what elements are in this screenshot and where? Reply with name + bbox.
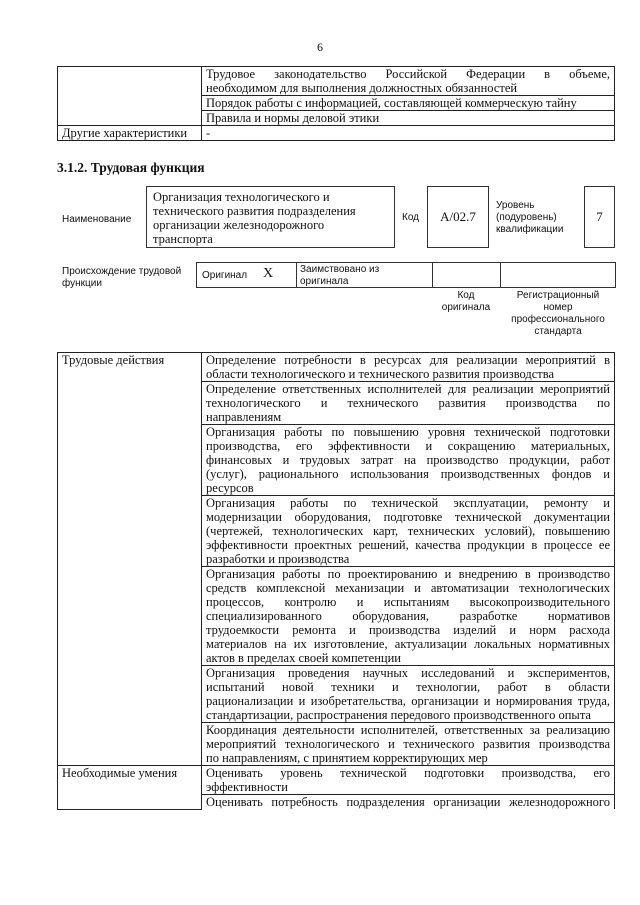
text-line: Происхождение трудовой <box>62 266 182 277</box>
code-caption <box>432 290 500 314</box>
page-number: 6 <box>317 40 323 54</box>
original-mark: X <box>263 266 274 281</box>
text-line: профессионального <box>511 314 605 325</box>
text-line: Правила и нормы деловой этики <box>206 111 380 125</box>
labor-actions-table <box>57 352 615 810</box>
divider <box>500 262 501 288</box>
borrowed-label <box>300 264 379 288</box>
text-line: Заимствовано из <box>300 264 380 275</box>
text-line: производства, его эффективности и сокращению материальных, <box>206 439 610 453</box>
table-cell <box>202 496 615 567</box>
text-line: мероприятий технологического и технического развития производства <box>206 737 610 751</box>
table-cell <box>202 353 615 382</box>
text-line: по направлениям, с принятием корректирующих мер <box>206 751 488 765</box>
text-line: Организация технологического и <box>153 190 330 204</box>
table-cell: - <box>202 126 615 141</box>
text-line: испытаний новой техники и технологии, работ в области <box>206 680 610 694</box>
code-label: Код <box>402 212 420 223</box>
text-line: модернизации оборудования, подготовке технической документации <box>206 510 610 524</box>
table-cell <box>202 723 615 766</box>
divider <box>432 262 433 288</box>
text-line: эффективности <box>206 780 288 794</box>
text-line: Оценивать потребность подразделения организации железнодорожного <box>206 795 610 809</box>
text-line: Уровень <box>496 200 535 211</box>
text-line: номер <box>543 302 573 313</box>
text-line: транспорта <box>153 232 213 246</box>
table-cell <box>202 795 615 810</box>
level-label <box>496 200 563 236</box>
text-line: актов в пределах своей компетенции <box>206 651 401 665</box>
text-line: стандарта <box>534 326 582 337</box>
row-label: Необходимые умения <box>58 766 202 810</box>
text-line: стандартизации, распространения передового производственного опыта <box>206 708 591 722</box>
text-line: эффективности проектных решений, качества продукции в процессе ее <box>206 538 610 552</box>
text-line: Организация работы по повышению уровня технической подготовки <box>206 425 610 439</box>
table-row <box>58 766 615 795</box>
text-line: разработки и производства <box>206 552 350 566</box>
text-line: процессов, контролю и испытаниям высокопроизводительного <box>206 595 610 609</box>
text-line: оригинала <box>441 302 491 313</box>
knowledge-table <box>57 66 615 141</box>
text-line: Организация работы по технической эксплуатации, ремонту и <box>206 496 610 510</box>
text-line: Определение потребности в ресурсах для реализации мероприятий в <box>206 353 610 367</box>
section-heading: 3.1.2. Трудовая функция <box>57 160 205 175</box>
text-line: рационализации и изобретательства, организации и нормирования труда, <box>206 694 610 708</box>
level-value-box: 7 <box>584 186 615 248</box>
row-label: Трудовые действия <box>58 353 202 766</box>
text-line: (подуровень) <box>496 212 557 223</box>
function-code-box: A/02.7 <box>427 186 489 248</box>
text-line: Трудовое законодательство Российской Федерации в объеме, <box>206 67 610 81</box>
text-line: необходимом для выполнения должностных обязанностей <box>206 81 518 95</box>
text-line: функции <box>62 278 102 289</box>
text-line: оригинала <box>300 276 349 287</box>
text-line: Порядок работы с информацией, составляющей коммерческую тайну <box>206 96 577 110</box>
text-line: Координация деятельности исполнителей, ответственных за реализацию <box>206 723 610 737</box>
table-cell <box>202 425 615 496</box>
text-line: (чертежей, технологических карт, технических условий), повышению <box>206 524 610 538</box>
divider <box>296 262 297 288</box>
text-line: ресурсов <box>206 481 254 495</box>
reg-caption <box>500 290 616 338</box>
text-line: трудоемкости ремонта и производства изделий и норм расхода <box>206 623 610 637</box>
origin-label <box>62 266 181 290</box>
text-line: средств комплексной механизации и автоматизации технологических <box>206 581 610 595</box>
text-line: квалификации <box>496 224 564 235</box>
text-line: Код <box>457 290 475 301</box>
text-line: области технологического и технического развития производства <box>206 367 555 381</box>
row-label: Другие характеристики <box>58 126 202 141</box>
table-cell <box>202 567 615 666</box>
table-cell <box>202 766 615 795</box>
text-line: направлениям <box>206 410 282 424</box>
text-line: технологического и технического развития производства по <box>206 396 610 410</box>
text-line: Организация работы по проектированию и внедрению в производство <box>206 567 610 581</box>
text-line: (услуг), рационального использования производственных фондов и <box>206 467 610 481</box>
origin-box <box>196 262 616 288</box>
table-row <box>58 126 615 141</box>
text-line: материалов на их изготовление, актуализации локальных нормативных <box>206 637 610 651</box>
text-line: финансовых и трудовых затрат на производство продукции, работ <box>206 453 610 467</box>
text-line: Определение ответственных исполнителей для реализации мероприятий <box>206 382 610 396</box>
original-label: Оригинал <box>202 270 248 281</box>
text-line: Организация проведения научных исследований и экспериментов, <box>206 666 610 680</box>
text-line: Регистрационный <box>516 290 600 301</box>
table-cell <box>202 96 615 111</box>
table-cell <box>202 382 615 425</box>
name-label: Наименование <box>62 214 132 225</box>
table-cell <box>202 666 615 723</box>
table-cell <box>202 67 615 96</box>
text-line: Оценивать уровень технической подготовки производства, его <box>206 766 610 780</box>
table-cell <box>202 111 615 126</box>
table-row <box>58 353 615 382</box>
row-label <box>58 67 202 126</box>
text-line: технического развития подразделения <box>153 204 356 218</box>
function-name-box <box>146 186 395 248</box>
text-line: специализированного оборудования, разработке нормативов <box>206 609 610 623</box>
text-line: организации железнодорожного <box>153 218 325 232</box>
table-row <box>58 67 615 96</box>
